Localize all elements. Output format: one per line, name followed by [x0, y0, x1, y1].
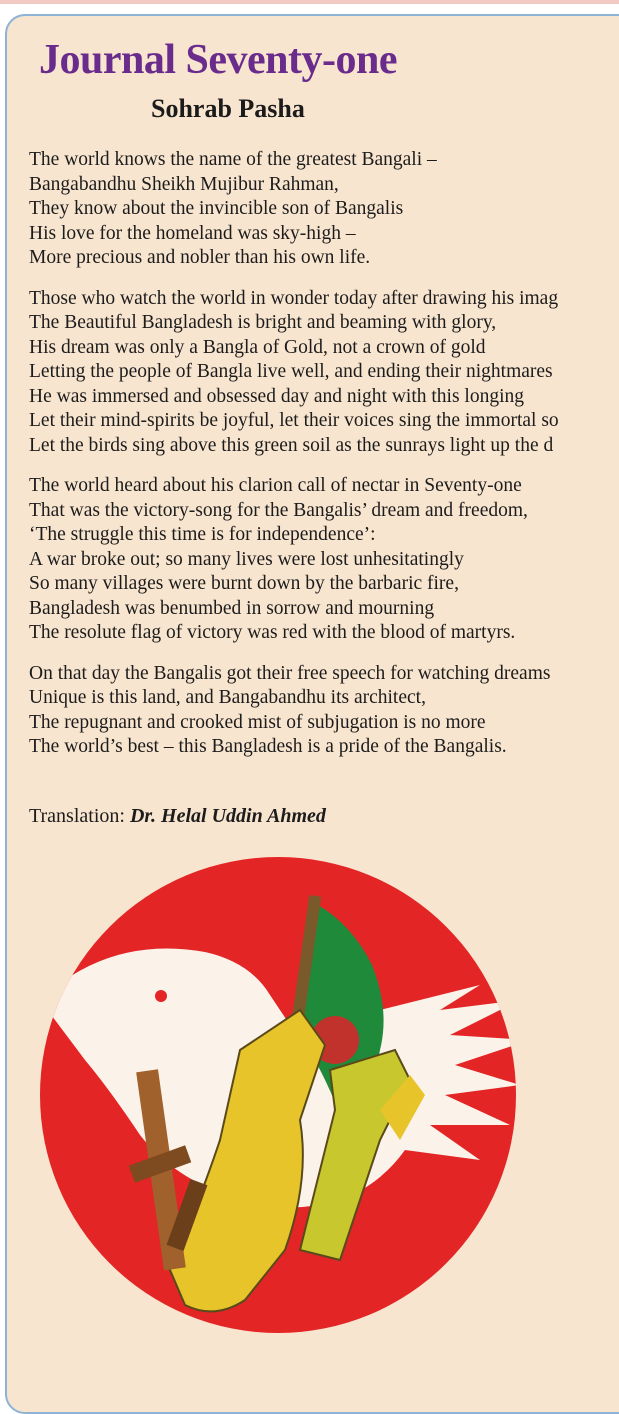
poem-line: He was immersed and obsessed day and night with this longing [29, 385, 525, 407]
poem-line: The world’s best – this Bangladesh is a pride of the Bangalis. [29, 736, 507, 757]
poem-line: On that day the Bangalis got their free speech for watching dreams [29, 662, 551, 684]
poem-line: The repugnant and crooked mist of subjugation is no more [29, 711, 486, 733]
poem-line: The world knows the name of the greatest Bangali – [29, 149, 437, 170]
poem-line: The world heard about his clarion call of nectar in Seventy-one [29, 475, 522, 496]
poem-line: His love for the homeland was sky-high – [29, 222, 356, 244]
poem-title: Journal Seventy-one [39, 37, 397, 83]
poem-line: Those who watch the world in wonder today after drawing his imag [29, 287, 559, 309]
poem-line: A war broke out; so many lives were lost unhesitatingly [29, 548, 464, 570]
poem-line: That was the victory-song for the Bangalis’ dream and freedom, [29, 499, 528, 521]
poem-line: Bangladesh was benumbed in sorrow and mourning [29, 597, 435, 619]
poem-line: His dream was only a Bangla of Gold, not a crown of gold [29, 336, 486, 358]
poem-line: The resolute flag of victory was red with the blood of martyrs. [29, 622, 516, 643]
poem-line: They know about the invincible son of Bangalis [29, 198, 404, 219]
poem-line: Let their mind-spirits be joyful, let their voices sing the immortal so [29, 410, 559, 431]
dove-eye-icon [155, 990, 167, 1002]
poem-line: More precious and nobler than his own life. [29, 247, 371, 268]
poem-line: Let the birds sing above this green soil as the sunrays light up the d [29, 434, 554, 456]
poem-line: Bangabandhu Sheikh Mujibur Rahman, [29, 173, 339, 195]
poem-line: So many villages were burnt down by the barbaric fire, [29, 573, 459, 594]
poem-line: The Beautiful Bangladesh is bright and beaming with glory, [29, 312, 497, 333]
translation-label: Translation: [29, 805, 130, 827]
translator-name: Dr. Helal Uddin Ahmed [129, 805, 326, 827]
poem-line: ‘The struggle this time is for independence’: [29, 524, 376, 545]
poem-line: Letting the people of Bangla live well, and ending their nightmares [29, 361, 553, 382]
poem-line: Unique is this land, and Bangabandhu its architect, [29, 687, 426, 708]
poem-author: Sohrab Pasha [151, 94, 305, 123]
